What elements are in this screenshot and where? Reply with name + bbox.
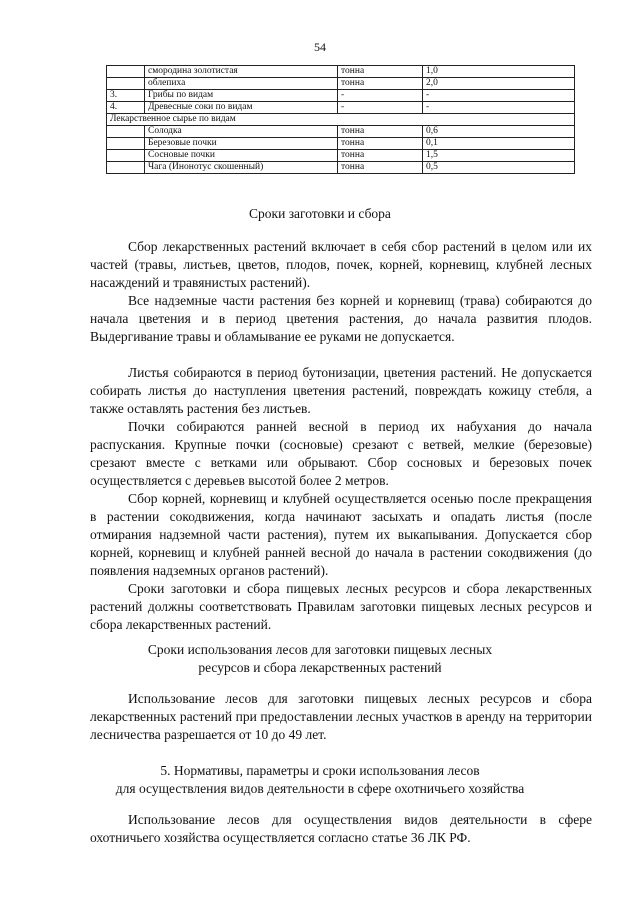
row-number — [107, 162, 145, 174]
resource-name: Солодка — [145, 126, 338, 138]
unit: тонна — [338, 162, 423, 174]
paragraph: Использование лесов для осуществления видов деятельности в сфере охотничьего хозяйства осуществляется согласно статье 36 ЛК РФ. — [90, 812, 592, 845]
paragraph: Сбор лекарственных растений включает в себя сбор растений в целом или их частей (травы, листьев, цветов, плодов, почек, корней, корневищ, клубней лесных насаждений и травянистых растений). — [90, 239, 592, 290]
paragraph: Использование лесов для заготовки пищевых лесных ресурсов и сбора лекарственных растений при предоставлении лесных участков в аренду на территории лесничества разрешается от 10 до 49 лет. — [90, 691, 592, 742]
value: 1,5 — [423, 150, 575, 162]
section-heading-hunting-line1: 5. Нормативы, параметры и сроки использования лесов — [160, 763, 480, 778]
row-number — [107, 150, 145, 162]
table-row — [107, 66, 575, 78]
table-row — [107, 162, 575, 174]
row-number: 4. — [107, 102, 145, 114]
unit: тонна — [338, 78, 423, 90]
row-number — [107, 138, 145, 150]
table-row — [107, 126, 575, 138]
unit: тонна — [338, 150, 423, 162]
table-row — [107, 150, 575, 162]
table-row — [107, 138, 575, 150]
value: 0,6 — [423, 126, 575, 138]
paragraph: Листья собираются в период бутонизации, цветения растений. Не допускается собирать листья до наступления цветения растений, повреждать кожицу стебля, а также оставлять растения без листьев. — [90, 365, 592, 416]
paragraph: Все надземные части растения без корней и корневищ (трава) собираются до начала цветения и в период цветения растения, до начала развития плодов. Выдергивание травы и обламывание ее руками не допускается. — [90, 293, 592, 344]
table-row — [107, 90, 575, 102]
resource-name: Березовые почки — [145, 138, 338, 150]
resources-table — [106, 65, 575, 174]
value: - — [423, 102, 575, 114]
resource-name: Грибы по видам — [145, 90, 338, 102]
value: 0,5 — [423, 162, 575, 174]
value: 2,0 — [423, 78, 575, 90]
resource-name: Сосновые почки — [145, 150, 338, 162]
unit: тонна — [338, 66, 423, 78]
group-heading: Лекарственное сырье по видам — [107, 114, 575, 126]
unit: - — [338, 102, 423, 114]
section-heading-harvest-terms: Сроки заготовки и сбора — [249, 206, 391, 221]
page-number: 54 — [314, 40, 326, 54]
table-row — [107, 78, 575, 90]
paragraph: Сбор корней, корневищ и клубней осуществляется осенью после прекращения в растении сокодвижения, когда начинают засыхать и опадать листья (после отмирания надземной части растения), путем их выкапывания. Допускается сбор корней, корневищ и клубней ранней весной до начала в растении сокодвижения (до появления надземных органов растений). — [90, 491, 592, 578]
row-number — [107, 78, 145, 90]
resource-name: Древесные соки по видам — [145, 102, 338, 114]
unit: тонна — [338, 126, 423, 138]
value: 1,0 — [423, 66, 575, 78]
value: - — [423, 90, 575, 102]
resource-name: смородина золотистая — [145, 66, 338, 78]
value: 0,1 — [423, 138, 575, 150]
row-number: 3. — [107, 90, 145, 102]
unit: - — [338, 90, 423, 102]
table-group-row — [107, 114, 575, 126]
section-heading-forest-use-terms-line2: ресурсов и сбора лекарственных растений — [198, 660, 442, 675]
row-number — [107, 66, 145, 78]
row-number — [107, 126, 145, 138]
paragraph: Сроки заготовки и сбора пищевых лесных ресурсов и сбора лекарственных растений должны соответствовать Правилам заготовки пищевых лесных ресурсов и сбора лекарственных растений. — [90, 581, 592, 632]
section-heading-forest-use-terms-line1: Сроки использования лесов для заготовки пищевых лесных — [147, 642, 493, 657]
unit: тонна — [338, 138, 423, 150]
resource-name: облепиха — [145, 78, 338, 90]
table-row — [107, 102, 575, 114]
section-heading-hunting-line2: для осуществления видов деятельности в сфере охотничьего хозяйства — [115, 781, 525, 796]
paragraph: Почки собираются ранней весной в период их набухания до начала распускания. Крупные почки (сосновые) срезают с ветвей, мелкие (березовые) срезают вместе с ветками или обрывают. Сбор сосновых и березовых почек осуществляется с деревьев высотой более 2 метров. — [90, 419, 592, 488]
resource-name: Чага (Инонотус скошенный) — [145, 162, 338, 174]
